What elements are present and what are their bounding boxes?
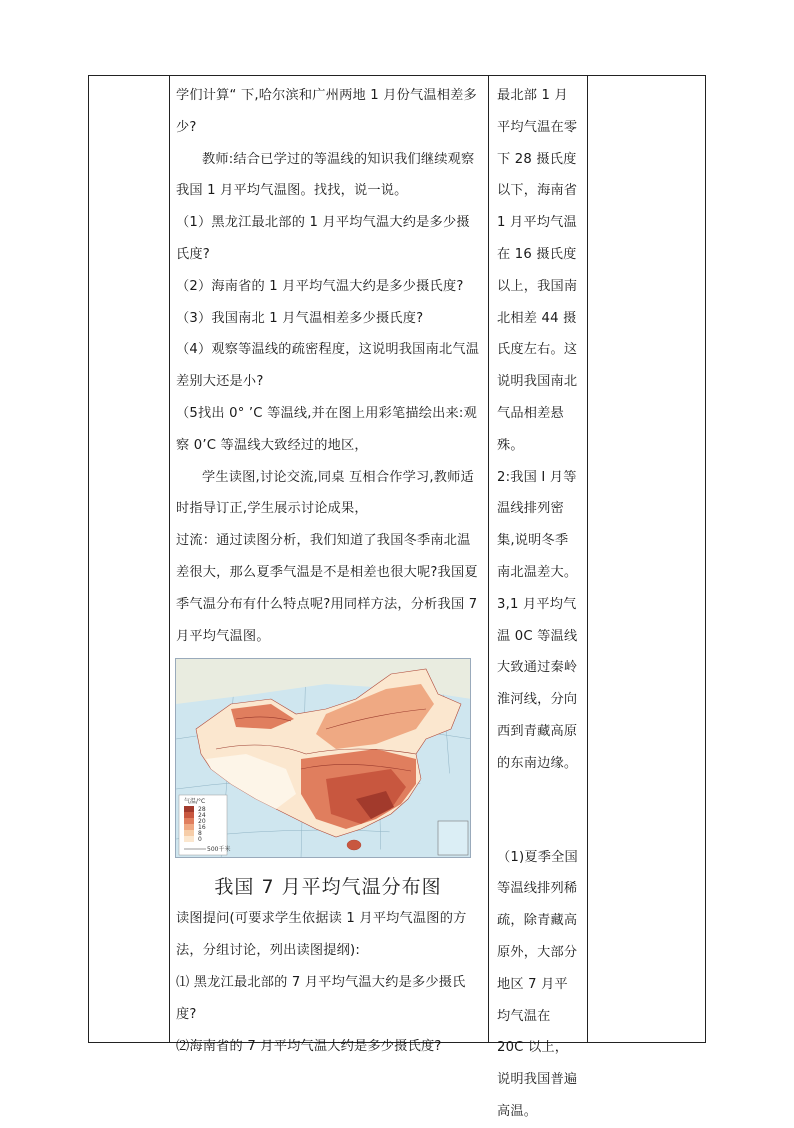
legend-value: 24 [198,812,206,820]
note-text: 2:我国 I 月等温线排列密集,说明冬季南北温差大。 [497,469,578,580]
right-empty-cell [588,76,705,1042]
transition-paragraph: 过流：通过读图分析，我们知道了我国冬季南北温差很大，那么夏季气温是不是相差也很大呢?我国夏季气温分布有什么特点呢?用同样方法，分析我国 7 月平均气温图。 [176,533,478,644]
map-graphic [176,659,471,858]
note-text: 3,1 月平均气温 0C 等温线大致通过秦岭淮河线，分向西到青藏高原的东南边缘。 [497,596,578,771]
map-legend [179,795,230,855]
lesson-content-cell [170,76,486,1054]
question: ⑵海南省的 7 月平均气温大约是多少摄氏度? [176,1038,442,1054]
question: （5找出 0° ’C 等温线,并在图上用彩笔描绘出来:观察 0’C 等温线大致经过的地区， [176,405,477,453]
note-text: （1)夏季全国等温线排列稀疏，除青藏高原外，大部分地区 7 月平均气温在 20C 以上，说明我国普遍高温。 [497,849,578,1119]
legend-value: 16 [198,824,206,832]
lesson-table [88,75,706,1119]
paragraph: 学们计算“ 下,哈尔滨和广州两地 1 月份气温相差多少? [176,88,477,135]
spacer [497,780,581,842]
left-empty-cell [89,76,169,1042]
july-temperature-map [175,658,471,858]
south-sea-inset [438,821,468,855]
legend-title: 气温/°C [184,798,206,806]
hainan-island [347,840,361,850]
map-caption: 我国 7 月平均气温分布图 [214,876,442,899]
legend-value: 0 [198,836,202,844]
question: （3）我国南北 1 月气温相差多少摄氏度? [176,310,424,326]
question: ⑴ 黑龙江最北部的 7 月平均气温大约是多少摄氏度? [176,974,466,1022]
legend-value: 8 [198,830,202,838]
legend-value: 28 [198,806,206,814]
paragraph: 学生读图,讨论交流,同桌 互相合作学习,教师适时指导订正,学生展示讨论成果， [176,469,474,517]
notes-cell [489,76,585,1119]
question: （1）黑龙江最北部的 1 月平均气温大约是多少摄氏度? [176,215,470,262]
question: （4）观察等温线的疏密程度，这说明我国南北气温差别大还是小? [176,342,480,390]
note-text: 最北部 1 月平均气温在零下 28 摄氏度以下，海南省 1 月平均气温在 16 摄氏度以上，我国南北相差 44 摄氏度左右。这说明我国南北气品相差悬殊。 [497,88,578,453]
paragraph: 读图提问(可要求学生依据读 1 月平均气温图的方法，分组讨论，列出读图提纲): [176,911,467,959]
legend-value: 20 [198,818,206,826]
scale-label: 500千米 [207,846,231,854]
paragraph: 教师:结合已学过的等温线的知识我们继续观察我国 1 月平均气温图。找找，说一说。 [176,151,475,199]
question: （2）海南省的 1 月平均气温大约是多少摄氏度? [176,278,464,294]
